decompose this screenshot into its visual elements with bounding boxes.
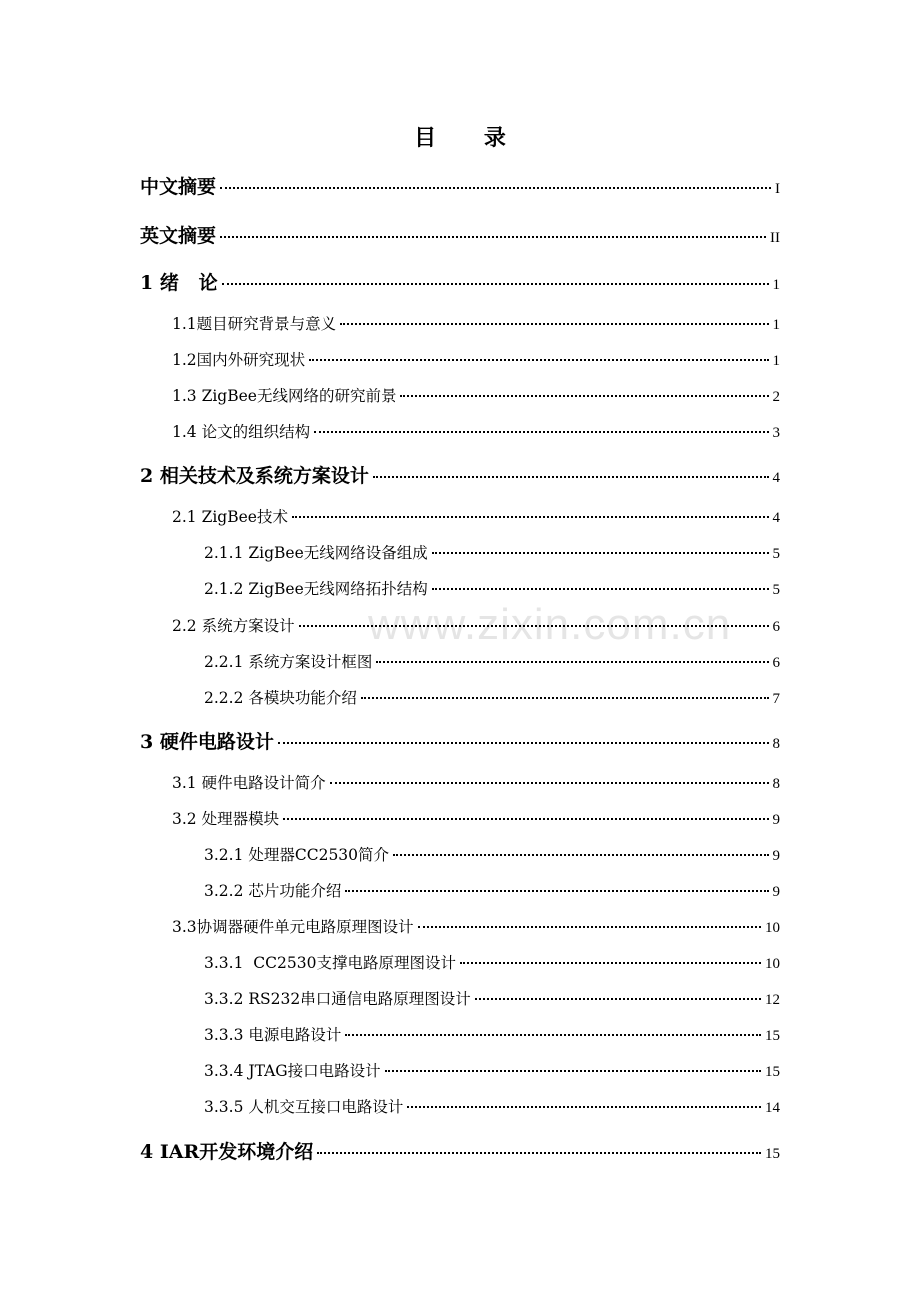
toc-page-number: 15 [765,1028,780,1044]
toc-page-number: 1 [772,353,780,369]
toc-entry-label: 1 绪 论 [140,272,218,294]
toc-entry-3-2-2[interactable] [204,879,780,901]
toc-entry-chapter-1[interactable] [140,268,780,295]
toc-entry-chapter-2[interactable] [140,461,780,488]
toc-dot-leader [373,476,769,478]
toc-entry-3-3-3[interactable] [204,1023,780,1045]
toc-dot-leader [376,661,768,663]
toc-entry-label: 3 硬件电路设计 [140,731,274,753]
toc-page-number: 7 [772,691,780,707]
toc-page-number: 5 [772,546,780,562]
toc-page-number: 10 [765,920,780,936]
toc-entry-label: 3.3.3 电源电路设计 [204,1026,342,1044]
toc-page-number: 5 [772,582,780,598]
toc-entry-3-1[interactable] [172,771,780,793]
toc-dot-leader [345,1034,761,1036]
toc-dot-leader [330,782,769,784]
toc-entry-3-3-1[interactable] [204,951,780,973]
toc-dot-leader [220,236,766,238]
toc-dot-leader [317,1152,761,1154]
toc-page-number: 9 [772,812,780,828]
toc-entry-2-2-2[interactable] [204,686,780,708]
toc-entry-1-2[interactable] [172,348,780,370]
toc-page-number: 1 [772,317,780,333]
toc-entry-label: 1.3 ZigBee无线网络的研究前景 [172,387,397,405]
toc-dot-leader [418,926,761,928]
toc-entry-label: 3.3.2 RS232串口通信电路原理图设计 [204,990,471,1008]
toc-entry-label: 3.2 处理器模块 [172,810,280,828]
toc-dot-leader [314,431,768,433]
toc-page-number: I [775,181,780,197]
toc-entry-3-2[interactable] [172,807,780,829]
toc-page-number: II [770,230,780,246]
toc-page-number: 15 [765,1064,780,1080]
toc-page-number: 14 [765,1100,780,1116]
toc-dot-leader [292,516,769,518]
toc-entry-label: 3.2.1 处理器CC2530简介 [204,846,390,864]
toc-entry-label: 中文摘要 [140,176,217,198]
toc-entry-2-1-2[interactable] [204,577,780,599]
toc-dot-leader [393,854,768,856]
toc-page-number: 8 [772,776,780,792]
toc-dot-leader [283,818,768,820]
toc-page-number: 12 [765,992,780,1008]
toc-dot-leader [407,1106,761,1108]
toc-dot-leader [460,962,761,964]
toc-dot-leader [385,1070,761,1072]
toc-entry-label: 2.1 ZigBee技术 [172,508,288,526]
toc-entry-label: 2.1.2 ZigBee无线网络拓扑结构 [204,580,428,598]
toc-entry-label: 3.3.4 JTAG接口电路设计 [204,1062,381,1080]
toc-entry-3-3-4[interactable] [204,1059,780,1081]
toc-entry-label: 3.3.1 CC2530支撑电路原理图设计 [204,954,456,972]
toc-entry-label: 2.2.1 系统方案设计框图 [204,653,373,671]
toc-dot-leader [340,323,768,325]
toc-entry-label: 3.1 硬件电路设计简介 [172,774,326,792]
toc-dot-leader [309,359,768,361]
toc-dot-leader [361,697,769,699]
toc-dot-leader [299,625,769,627]
toc-entry-label: 2.1.1 ZigBee无线网络设备组成 [204,544,428,562]
toc-page-number: 4 [772,510,780,526]
toc-dot-leader [475,998,761,1000]
page-title: 目 录 [414,125,526,151]
toc-page-number: 1 [772,277,780,293]
toc-page-number: 9 [772,884,780,900]
toc-page-number: 15 [765,1146,780,1162]
toc-page-number: 6 [772,619,780,635]
toc-entry-2-1-1[interactable] [204,541,780,563]
toc-dot-leader [278,742,769,744]
toc-entry-label: 1.2国内外研究现状 [172,351,306,369]
toc-entry-3-3-5[interactable] [204,1095,780,1117]
toc-entry-1-3[interactable] [172,384,780,406]
toc-entry-3-3[interactable] [172,915,780,937]
toc-entry-label: 英文摘要 [140,225,217,247]
toc-entry-label: 2.2 系统方案设计 [172,617,295,635]
toc-entry-2-1[interactable] [172,505,780,527]
toc-entry-label: 3.2.2 芯片功能介绍 [204,882,342,900]
toc-entry-chapter-3[interactable] [140,727,780,754]
toc-entry-label: 4 IAR开发环境介绍 [140,1141,314,1163]
toc-dot-leader [432,588,769,590]
toc-page-number: 9 [772,848,780,864]
toc-entry-chapter-4[interactable] [140,1137,780,1164]
toc-entry-label: 1.1题目研究背景与意义 [172,315,337,333]
toc-page-number: 2 [772,389,780,405]
toc-entry-label: 1.4 论文的组织结构 [172,423,311,441]
watermark: www.zixin.com.cn [368,600,732,649]
toc-entry-3-2-1[interactable] [204,843,780,865]
toc-entry-english-abstract[interactable] [140,221,780,248]
toc-dot-leader [222,283,769,285]
toc-dot-leader [345,890,768,892]
toc-entry-label: 2.2.2 各模块功能介绍 [204,689,357,707]
toc-page-number: 4 [772,470,780,486]
toc-entry-2-2-1[interactable] [204,650,780,672]
toc-entry-label: 3.3协调器硬件单元电路原理图设计 [172,918,414,936]
toc-entry-2-2[interactable] [172,614,780,636]
toc-entry-label: 3.3.5 人机交互接口电路设计 [204,1098,404,1116]
toc-dot-leader [432,552,769,554]
toc-entry-3-3-2[interactable] [204,987,780,1009]
toc-entry-label: 2 相关技术及系统方案设计 [140,465,369,487]
toc-page-number: 6 [772,655,780,671]
toc-page-number: 10 [765,956,780,972]
toc-page-number: 8 [772,736,780,752]
toc-entry-chinese-abstract[interactable] [140,172,780,199]
toc-entry-1-1[interactable] [172,312,780,334]
toc-dot-leader [220,187,771,189]
toc-dot-leader [400,395,768,397]
toc-page-number: 3 [772,425,780,441]
toc-entry-1-4[interactable] [172,420,780,442]
